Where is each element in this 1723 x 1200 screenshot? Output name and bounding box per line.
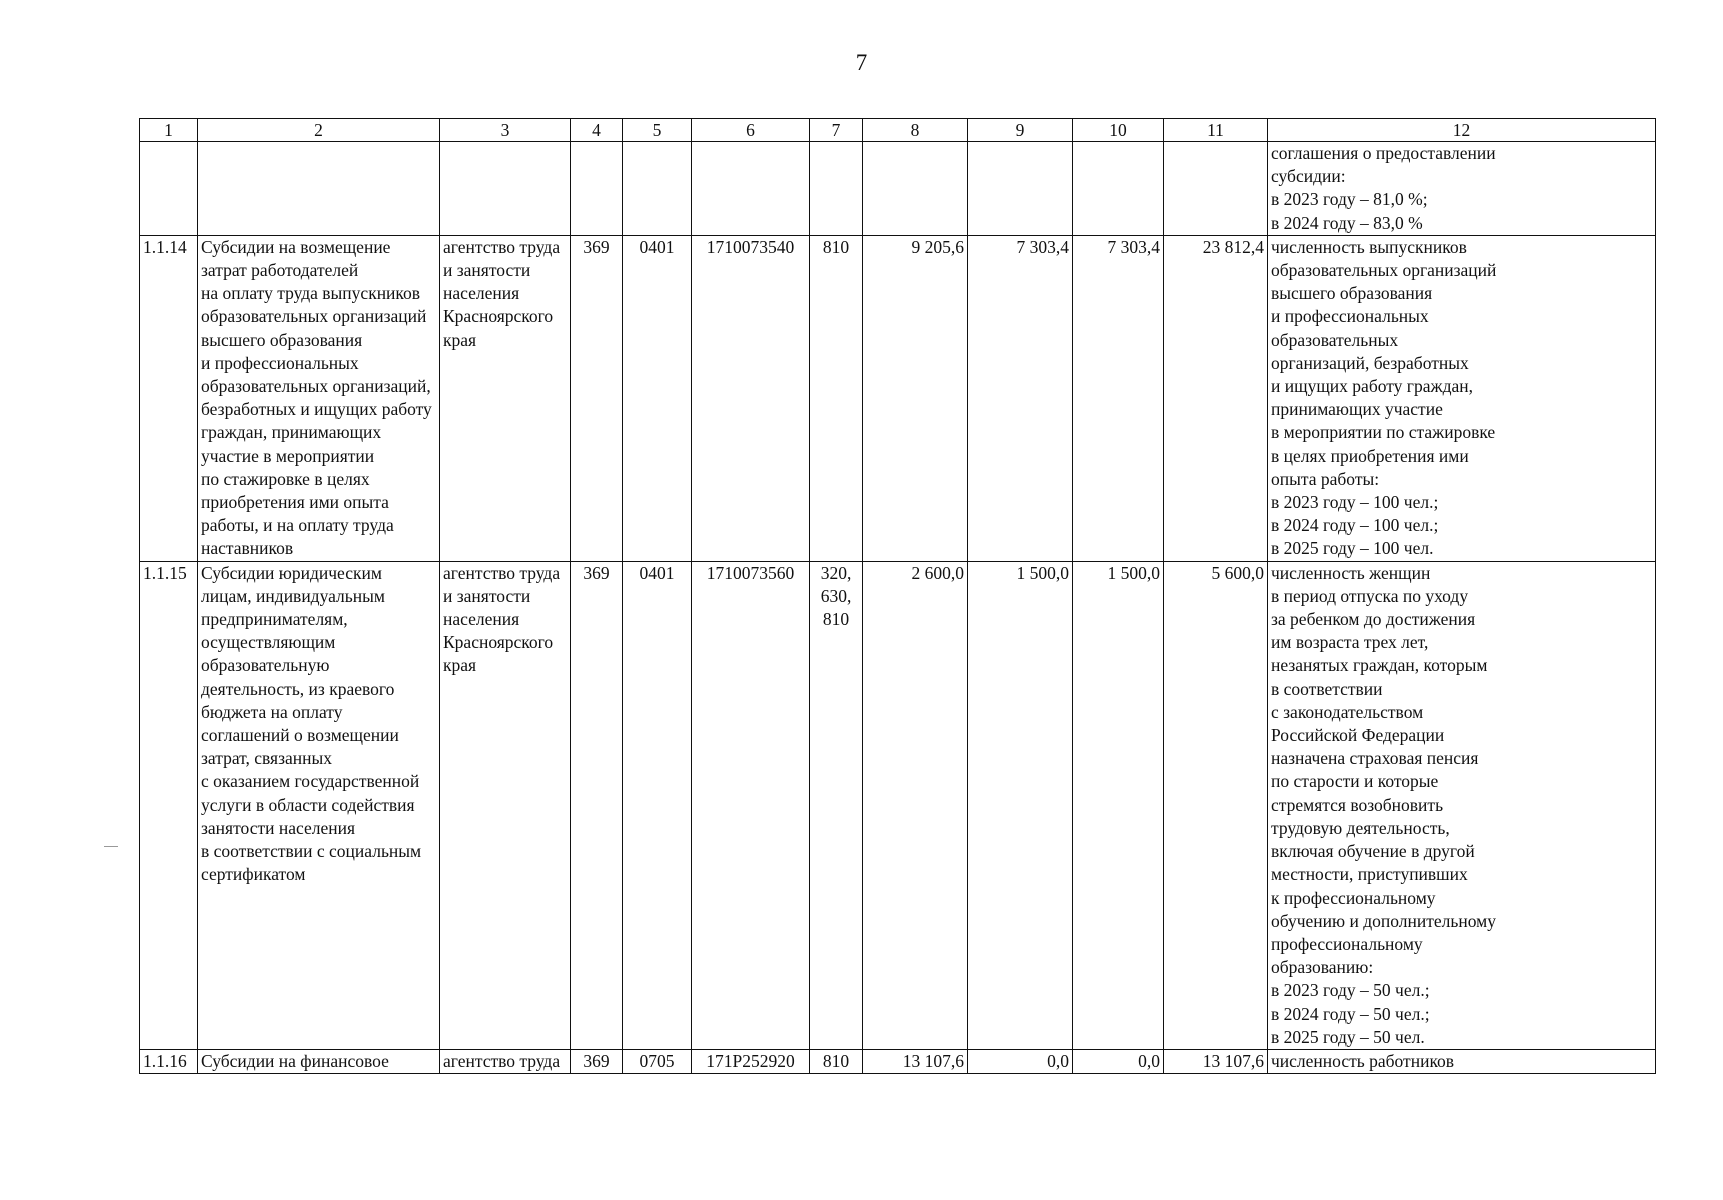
amount-total-cell — [1164, 142, 1268, 236]
cell-text-line: 1.1.15 — [143, 562, 187, 583]
cell-text-line: 810 — [822, 1050, 850, 1071]
cell-text-line: безработных и ищущих работу — [201, 399, 432, 420]
cell-text-line: наставников — [201, 538, 294, 559]
amount-2025-cell — [1073, 561, 1164, 1049]
target-article-code-cell — [692, 561, 810, 1049]
margin-mark — [104, 846, 118, 847]
cell-text-line: стремятся возобновить — [1271, 794, 1444, 815]
amount-2025-cell — [1073, 1049, 1164, 1073]
ministry-code-cell — [571, 561, 623, 1049]
executor-cell — [440, 235, 571, 561]
cell-text-line: численность женщин — [1271, 562, 1431, 583]
cell-text-line: им возраста трех лет, — [1271, 632, 1429, 653]
section-code-cell — [623, 561, 692, 1049]
item-number-cell — [140, 142, 198, 236]
cell-text-line: затрат работодателей — [201, 260, 359, 281]
executor-cell — [440, 561, 571, 1049]
table-row — [140, 142, 1656, 236]
amount-2023-cell — [863, 142, 968, 236]
measure-name-cell — [198, 235, 440, 561]
cell-text-line: 1.1.16 — [143, 1050, 187, 1071]
expected-result-cell — [1268, 235, 1656, 561]
cell-text-line: 9 205,6 — [911, 236, 964, 257]
cell-text-line: в мероприятии по стажировке — [1271, 422, 1496, 443]
executor-cell — [440, 1049, 571, 1073]
column-header-3: 3 — [440, 119, 571, 142]
column-header-2: 2 — [198, 119, 440, 142]
column-header-8: 8 — [863, 119, 968, 142]
cell-text-line: и занятости — [443, 260, 531, 281]
cell-text-line: численность выпускников — [1271, 236, 1467, 257]
amount-2025-cell — [1073, 142, 1164, 236]
table-body — [140, 142, 1656, 1074]
cell-text-line: лицам, индивидуальным — [201, 585, 385, 606]
cell-text-line: 2 600,0 — [911, 562, 964, 583]
cell-text-line: соглашений о возмещении — [201, 725, 399, 746]
cell-text-line: образовательных организаций — [1271, 260, 1497, 281]
cell-text-line: Субсидии на финансовое — [201, 1050, 389, 1071]
cell-text-line: занятости населения — [201, 817, 356, 838]
cell-text-line: высшего образования — [201, 329, 363, 350]
cell-text-line: населения — [443, 283, 520, 304]
expected-result-cell — [1268, 1049, 1656, 1073]
column-header-7: 7 — [810, 119, 863, 142]
cell-text-line: 320, — [820, 562, 852, 583]
cell-text-line: агентство труда — [443, 1050, 561, 1071]
executor-cell — [440, 142, 571, 236]
column-header-11: 11 — [1164, 119, 1268, 142]
cell-text-line: организаций, безработных — [1271, 352, 1469, 373]
measure-name-cell — [198, 142, 440, 236]
cell-text-line: сертификатом — [201, 864, 306, 885]
cell-text-line: незанятых граждан, которым — [1271, 655, 1488, 676]
amount-total-cell — [1164, 235, 1268, 561]
cell-text-line: 630, — [820, 585, 852, 606]
cell-text-line: 1710073540 — [706, 236, 795, 257]
cell-text-line: профессиональному — [1271, 933, 1423, 954]
expected-result-cell — [1268, 142, 1656, 236]
item-number-cell — [140, 235, 198, 561]
cell-text-line: Российской Федерации — [1271, 725, 1445, 746]
cell-text-line: граждан, принимающих — [201, 422, 382, 443]
cell-text-line: принимающих участие — [1271, 399, 1443, 420]
cell-text-line: по старости и которые — [1271, 771, 1439, 792]
measure-name-cell — [198, 561, 440, 1049]
cell-text-line: численность работников — [1271, 1050, 1455, 1071]
section-code-cell — [623, 235, 692, 561]
cell-text-line: деятельность, из краевого — [201, 678, 395, 699]
cell-text-line: 5 600,0 — [1211, 562, 1264, 583]
amount-2024-cell — [968, 561, 1073, 1049]
cell-text-line: 7 303,4 — [1016, 236, 1069, 257]
cell-text-line: 13 107,6 — [902, 1050, 964, 1071]
expense-type-code-cell — [810, 561, 863, 1049]
cell-text-line: 23 812,4 — [1202, 236, 1264, 257]
expense-type-code-cell — [810, 142, 863, 236]
cell-text-line: 0,0 — [1138, 1050, 1160, 1071]
page-number: 7 — [855, 50, 868, 75]
amount-total-cell — [1164, 561, 1268, 1049]
column-header-4: 4 — [571, 119, 623, 142]
cell-text-line: на оплату труда выпускников — [201, 283, 421, 304]
cell-text-line: в 2023 году – 81,0 %; — [1271, 189, 1428, 210]
item-number-cell — [140, 1049, 198, 1073]
cell-text-line: 369 — [583, 562, 610, 583]
cell-text-line: населения — [443, 609, 520, 630]
target-article-code-cell — [692, 235, 810, 561]
amount-total-cell — [1164, 1049, 1268, 1073]
cell-text-line: трудовую деятельность, — [1271, 817, 1450, 838]
section-code-cell — [623, 142, 692, 236]
amount-2024-cell — [968, 235, 1073, 561]
cell-text-line: 0705 — [639, 1050, 675, 1071]
amount-2024-cell — [968, 142, 1073, 236]
cell-text-line: и профессиональных — [1271, 306, 1429, 327]
cell-text-line: услуги в области содействия — [201, 794, 415, 815]
cell-text-line: края — [443, 329, 477, 350]
cell-text-line: 810 — [822, 236, 850, 257]
column-header-12: 12 — [1268, 119, 1656, 142]
cell-text-line: в 2024 году – 100 чел.; — [1271, 515, 1439, 536]
ministry-code-cell — [571, 235, 623, 561]
cell-text-line: в 2023 году – 100 чел.; — [1271, 492, 1439, 513]
cell-text-line: бюджета на оплату — [201, 701, 343, 722]
cell-text-line: Субсидии на возмещение — [201, 236, 391, 257]
cell-text-line: за ребенком до достижения — [1271, 609, 1476, 630]
cell-text-line: в целях приобретения ими — [1271, 445, 1469, 466]
cell-text-line: опыта работы: — [1271, 468, 1380, 489]
amount-2023-cell — [863, 1049, 968, 1073]
cell-text-line: местности, приступивших — [1271, 864, 1468, 885]
cell-text-line: 369 — [583, 1050, 610, 1071]
cell-text-line: в соответствии — [1271, 678, 1383, 699]
cell-text-line: 7 303,4 — [1107, 236, 1160, 257]
amount-2023-cell — [863, 561, 968, 1049]
item-number-cell — [140, 561, 198, 1049]
expense-type-code-cell — [810, 235, 863, 561]
ministry-code-cell — [571, 142, 623, 236]
cell-text-line: 0401 — [639, 562, 675, 583]
cell-text-line: приобретения ими опыта — [201, 492, 389, 513]
cell-text-line: и ищущих работу граждан, — [1271, 376, 1473, 397]
cell-text-line: 13 107,6 — [1202, 1050, 1264, 1071]
expense-type-code-cell — [810, 1049, 863, 1073]
cell-text-line: в 2023 году – 50 чел.; — [1271, 980, 1430, 1001]
cell-text-line: образованию: — [1271, 957, 1374, 978]
cell-text-line: к профессиональному — [1271, 887, 1436, 908]
cell-text-line: предпринимателям, — [201, 609, 348, 630]
cell-text-line: агентство труда — [443, 562, 561, 583]
section-code-cell — [623, 1049, 692, 1073]
cell-text-line: в период отпуска по уходу — [1271, 585, 1469, 606]
cell-text-line: включая обучение в другой — [1271, 841, 1475, 862]
amount-2024-cell — [968, 1049, 1073, 1073]
column-header-6: 6 — [692, 119, 810, 142]
cell-text-line: 369 — [583, 236, 610, 257]
table-row — [140, 235, 1656, 561]
cell-text-line: субсидии: — [1271, 166, 1346, 187]
cell-text-line: с оказанием государственной — [201, 771, 420, 792]
cell-text-line: образовательных — [1271, 329, 1399, 350]
budget-table — [139, 118, 1656, 1074]
expected-result-cell — [1268, 561, 1656, 1049]
ministry-code-cell — [571, 1049, 623, 1073]
cell-text-line: 810 — [822, 609, 850, 630]
cell-text-line: по стажировке в целях — [201, 468, 370, 489]
cell-text-line: в 2025 году – 50 чел. — [1271, 1026, 1425, 1047]
amount-2023-cell — [863, 235, 968, 561]
cell-text-line: 1 500,0 — [1107, 562, 1160, 583]
cell-text-line: высшего образования — [1271, 283, 1433, 304]
table-row — [140, 561, 1656, 1049]
cell-text-line: Красноярского — [443, 306, 554, 327]
cell-text-line: в 2025 году – 100 чел. — [1271, 538, 1434, 559]
cell-text-line: и занятости — [443, 585, 531, 606]
cell-text-line: обучению и дополнительному — [1271, 910, 1496, 931]
cell-text-line: 171P252920 — [706, 1050, 795, 1071]
cell-text-line: затрат, связанных — [201, 748, 333, 769]
cell-text-line: в 2024 году – 83,0 % — [1271, 212, 1423, 233]
cell-text-line: осуществляющим — [201, 632, 336, 653]
table-row — [140, 1049, 1656, 1073]
cell-text-line: 0401 — [639, 236, 675, 257]
cell-text-line: 1 500,0 — [1016, 562, 1069, 583]
cell-text-line: 1.1.14 — [143, 236, 187, 257]
cell-text-line: образовательных организаций, — [201, 376, 431, 397]
column-header-9: 9 — [968, 119, 1073, 142]
cell-text-line: соглашения о предоставлении — [1271, 143, 1496, 163]
cell-text-line: в 2024 году – 50 чел.; — [1271, 1003, 1430, 1024]
cell-text-line: и профессиональных — [201, 352, 359, 373]
target-article-code-cell — [692, 1049, 810, 1073]
column-header-5: 5 — [623, 119, 692, 142]
measure-name-cell — [198, 1049, 440, 1073]
header-row — [140, 119, 1656, 142]
cell-text-line: Красноярского — [443, 632, 554, 653]
cell-text-line: с законодательством — [1271, 701, 1424, 722]
cell-text-line: края — [443, 655, 477, 676]
target-article-code-cell — [692, 142, 810, 236]
cell-text-line: агентство труда — [443, 236, 561, 257]
cell-text-line: назначена страховая пенсия — [1271, 748, 1479, 769]
cell-text-line: 0,0 — [1047, 1050, 1069, 1071]
amount-2025-cell — [1073, 235, 1164, 561]
cell-text-line: образовательных организаций — [201, 306, 427, 327]
column-header-1: 1 — [140, 119, 198, 142]
cell-text-line: Субсидии юридическим — [201, 562, 382, 583]
column-header-10: 10 — [1073, 119, 1164, 142]
cell-text-line: в соответствии с социальным — [201, 841, 422, 862]
cell-text-line: 1710073560 — [706, 562, 795, 583]
cell-text-line: работы, и на оплату труда — [201, 515, 394, 536]
cell-text-line: образовательную — [201, 655, 330, 676]
cell-text-line: участие в мероприятии — [201, 445, 375, 466]
